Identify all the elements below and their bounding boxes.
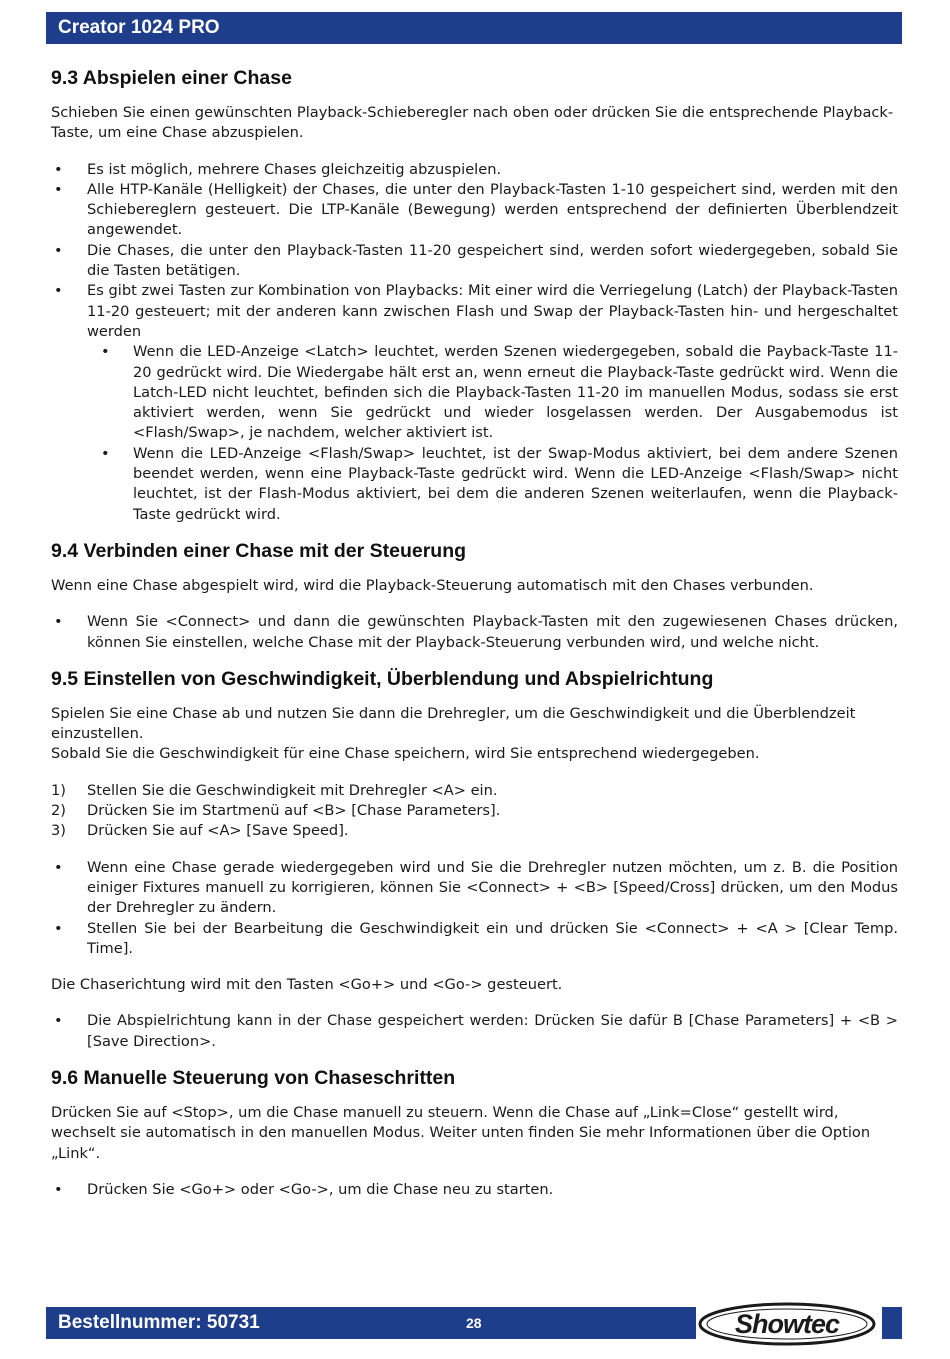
numbered-item	[51, 781, 898, 801]
bullet-list	[51, 1011, 898, 1052]
svg-text:Showtec: Showtec	[734, 1309, 840, 1339]
list-item: • Alle HTP-Kanäle (Helligkeit) der Chases, die unter den Playback-Tasten 1-10 gespeichert sind, werden mit den Schiebereglern gesteuert. Die LTP-Kanäle (Bewegung) werden entsprechend der definierten Überblendzeit angewendet.	[51, 180, 898, 241]
numbered-item	[51, 801, 898, 821]
paragraph: Schieben Sie einen gewünschten Playback-Schieberegler nach oben oder drücken Sie die entsprechende Playback-Taste, um eine Chase abzuspielen.	[51, 104, 894, 142]
bullet-list	[51, 858, 898, 959]
sub-list-item: • Wenn die LED-Anzeige <Latch> leuchtet, werden Szenen wiedergegeben, sobald die Payback-Taste 11-20 gedrückt wird. Die Wiedergabe hält erst an, wenn erneut die Playback-Taste gedrückt wird. Wenn die Latch-LED nicht leuchtet, befinden sich die Playback-Tasten 11-20 im manuellen Modus, sodass sie erst aktiviert werden, wenn Sie gedrückt und wieder losgelassen werden. Der Ausgabemodus ist <Flash/Swap>, je nachdem, welcher aktiviert ist.	[87, 342, 898, 443]
section-heading: 9.3 Abspielen einer Chase	[51, 67, 292, 89]
bullet-list	[51, 1180, 898, 1200]
numbered-list	[51, 781, 898, 842]
header-bar	[46, 12, 902, 44]
list-item: • Es ist möglich, mehrere Chases gleichzeitig abzuspielen.	[51, 160, 898, 180]
section-9-6	[51, 1066, 898, 1200]
document-title: Creator 1024 PRO	[58, 17, 220, 38]
sub-list-item: • Wenn die LED-Anzeige <Flash/Swap> leuchtet, ist der Swap-Modus aktiviert, bei dem andere Szenen beendet werden, wenn eine Playback-Taste gedrückt wird. Wenn die LED-Anzeige <Flash/Swap> nicht leuchtet, ist der Flash-Modus aktiviert, bei dem die anderen Szenen weiterlaufen, wenn die Playback-Taste gedrückt wird.	[87, 444, 898, 525]
order-number: Bestellnummer: 50731	[58, 1312, 260, 1333]
step-number: 2)	[51, 802, 66, 820]
paragraph: Drücken Sie auf <Stop>, um die Chase manuell zu steuern. Wenn die Chase auf „Link=Close“ gestellt wird, wechselt sie automatisch in den manuellen Modus. Weiter unten finden Sie mehr Informationen über die Option „Link“.	[51, 1103, 871, 1162]
footer-accent	[882, 1307, 902, 1339]
section-heading: 9.6 Manuelle Steuerung von Chaseschritten	[51, 1066, 456, 1089]
paragraph: Wenn eine Chase abgespielt wird, wird die Playback-Steuerung automatisch mit den Chases verbunden.	[51, 576, 814, 594]
paragraph: Die Chaserichtung wird mit den Tasten <Go+> und <Go-> gesteuert.	[51, 976, 563, 994]
page-number: 28	[466, 1315, 482, 1331]
section-heading: 9.4 Verbinden einer Chase mit der Steuerung	[51, 539, 467, 562]
list-item: • Stellen Sie bei der Bearbeitung die Geschwindigkeit ein und drücken Sie <Connect> + <A > [Clear Temp. Time].	[51, 919, 898, 960]
section-heading: 9.5 Einstellen von Geschwindigkeit, Überblendung und Abspielrichtung	[51, 667, 714, 690]
section-9-3	[51, 66, 898, 525]
list-item: • Drücken Sie <Go+> oder <Go->, um die Chase neu zu starten.	[51, 1180, 898, 1200]
list-item	[51, 281, 898, 525]
sub-bullet-list	[87, 342, 898, 525]
page-content	[51, 66, 898, 1200]
bullet-list	[51, 160, 898, 525]
section-9-4	[51, 539, 898, 653]
step-text: Drücken Sie im Startmenü auf <B> [Chase Parameters].	[87, 802, 501, 820]
paragraph: Sobald Sie die Geschwindigkeit für eine Chase speichern, wird Sie entsprechend wiedergegeben.	[51, 745, 760, 763]
step-number: 3)	[51, 822, 66, 840]
step-text: Stellen Sie die Geschwindigkeit mit Drehregler <A> ein.	[87, 781, 498, 799]
step-text: Drücken Sie auf <A> [Save Speed].	[87, 822, 349, 840]
section-9-5	[51, 667, 898, 1052]
list-item: • Wenn Sie <Connect> und dann die gewünschten Playback-Tasten mit den zugewiesenen Chases drücken, können Sie einstellen, welche Chase mit der Playback-Steuerung verbunden wird, und welche nicht.	[51, 612, 898, 653]
list-item: • Wenn eine Chase gerade wiedergegeben wird und Sie die Drehregler nutzen möchten, um z. B. die Position einiger Fixtures manuell zu korrigieren, können Sie <Connect> + <B> [Speed/Cross] drücken, um den Modus der Drehregler zu ändern.	[51, 858, 898, 919]
numbered-item	[51, 821, 898, 841]
list-item-text: Es gibt zwei Tasten zur Kombination von Playbacks: Mit einer wird die Verriegelung (Latch) der Playback-Tasten 11-20 gesteuert; mit der anderen kann zwischen Flash und Swap der Playback-Tasten hin- und hergeschaltet werden	[87, 282, 898, 340]
paragraph: Spielen Sie eine Chase ab und nutzen Sie dann die Drehregler, um die Geschwindigkeit und die Überblendzeit einzustellen.	[51, 704, 856, 743]
list-item: • Die Chases, die unter den Playback-Tasten 11-20 gespeichert sind, werden sofort wiedergegeben, sobald Sie die Tasten betätigen.	[51, 241, 898, 282]
step-number: 1)	[51, 781, 66, 799]
bullet-list	[51, 612, 898, 653]
footer-bar	[46, 1307, 696, 1339]
showtec-logo	[697, 1300, 882, 1348]
list-item: • Die Abspielrichtung kann in der Chase gespeichert werden: Drücken Sie dafür B [Chase Parameters] + <B > [Save Direction>.	[51, 1011, 898, 1052]
